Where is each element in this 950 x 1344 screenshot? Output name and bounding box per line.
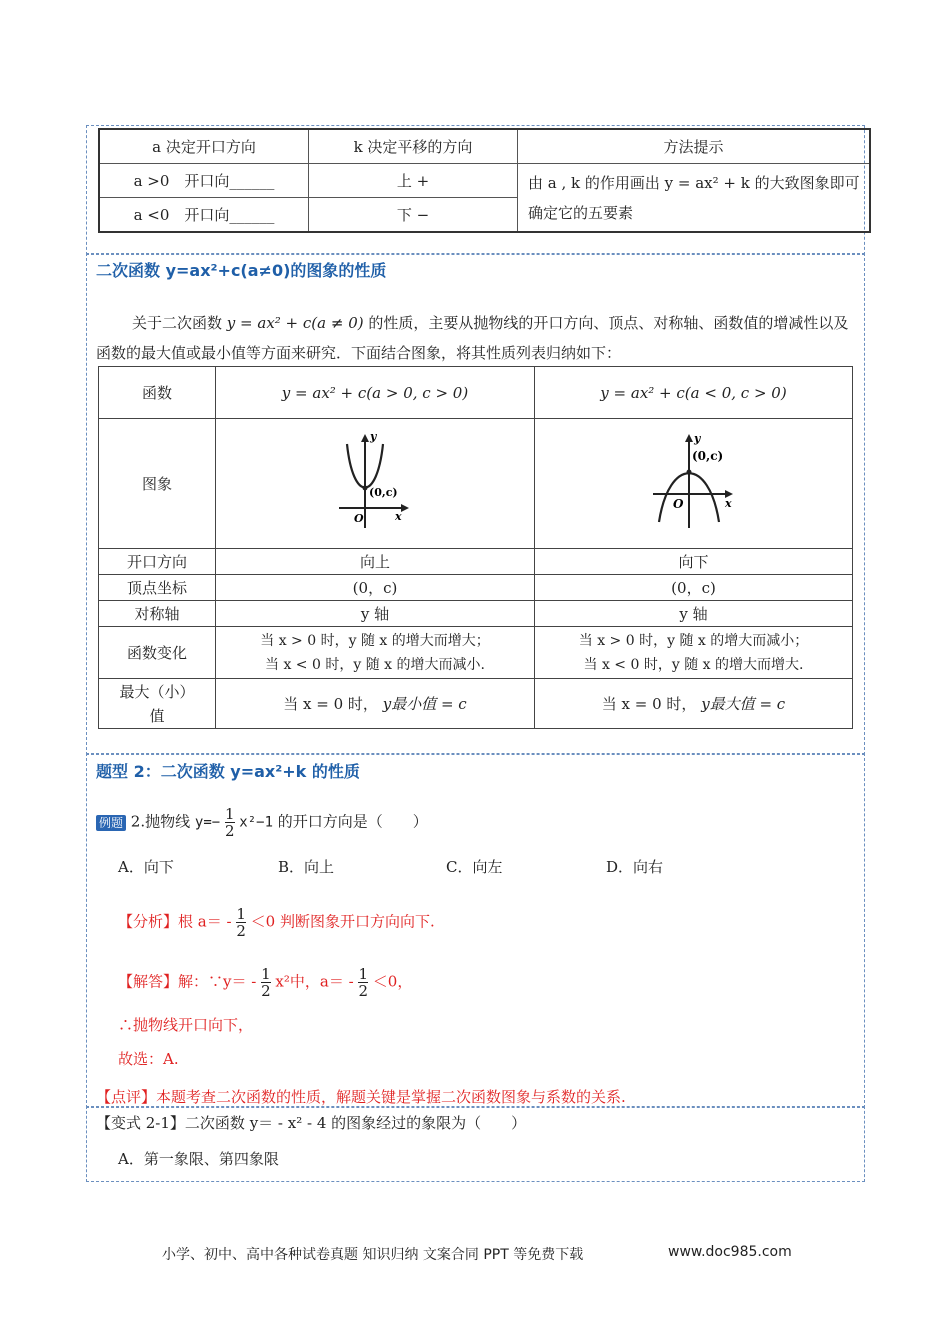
origin-label: O [354,511,364,525]
x-label: x [395,509,402,523]
example-question [96,806,428,839]
row-label-graph: 图象 [99,419,216,549]
analysis [118,906,435,939]
vertex-label: (0,c) [691,448,723,463]
method-tip: 由 a , k 的作用画出 y = ax² + k 的大致图象即可确定它的五要素 [518,164,871,233]
option-b[interactable]: B．向上 [278,858,335,876]
y-label: y [370,431,377,443]
opening-down: 向下 [535,549,853,575]
change-down-line2: 当 x < 0 时，y 随 x 的增大而增大. [583,656,804,673]
analysis-fraction [236,906,246,939]
axis-down: y 轴 [535,601,853,627]
answer-fraction-2 [358,966,368,999]
change-down [535,627,853,679]
vertex-point [686,469,691,474]
analysis-suffix: ＜0 判断图象开口方向向下. [250,912,435,931]
vertex-point [363,485,368,490]
y-label: y [693,431,700,445]
analysis-prefix: 【分析】根 a＝ - [118,912,232,931]
origin-label: O [672,496,683,511]
intro-prefix: 关于二次函数 [132,314,223,332]
section1-title: 二次函数 y=ax²+c(a≠0)的图象的性质 [96,261,387,280]
row-label-axis: 对称轴 [99,601,216,627]
opening-up: 向上 [216,549,535,575]
extreme-up [216,679,535,729]
variant-option-a[interactable]: A．第一象限、第四象限 [118,1150,279,1168]
extreme-down [535,679,853,729]
question-numerator: 1 [224,805,235,823]
graph-upward-cell [216,419,535,549]
cond-a-positive: a >0 开口向______ [99,164,309,198]
comment: 【点评】本题考查二次函数的性质，解题关键是掌握二次函数图象与系数的关系. [96,1088,626,1106]
example-badge: 例题 [96,815,126,831]
answer-suffix: ＜0， [372,972,413,991]
extreme-down-cond: 当 x = 0 时， [601,695,697,713]
header-k: k 决定平移的方向 [309,129,518,164]
extreme-label-line2: 值 [149,706,165,725]
question-suffix: 的开口方向是（ ） [277,812,428,831]
variant-question: 【变式 2-1】二次函数 y＝ - x² - 4 的图象经过的象限为（ ） [96,1114,527,1132]
vertex-up: (0，c) [216,575,535,601]
col-header-function: 函数 [99,367,216,419]
header-tip: 方法提示 [518,129,871,164]
change-down-line1: 当 x > 0 时，y 随 x 的增大而减小； [578,632,809,649]
parabola-down-graph [649,432,739,532]
section1-intro [96,308,858,368]
question-formula-left: y=− [194,814,221,831]
parabola-up-graph [335,432,415,532]
section2-title: 题型 2：二次函数 y=ax²+k 的性质 [96,762,360,781]
conclusion: ∴抛物线开口向下， [118,1016,254,1034]
shift-up: 上 + [309,164,518,198]
answer [118,966,412,999]
change-up [216,627,535,679]
intro-suffix: 的性质，主要从抛物线的开口方向、顶点、对称轴、函数值的增减性以及函数的最大值或最小值等方面来研究．下面结合图象，将其性质列表归纳如下： [96,314,849,362]
option-c[interactable]: C．向左 [446,858,503,876]
change-up-line1: 当 x > 0 时，y 随 x 的增大而增大； [260,632,490,649]
answer-denominator-1: 2 [261,982,271,1000]
question-denominator: 2 [224,822,235,840]
row-label-opening: 开口方向 [99,549,216,575]
answer-fraction-1 [261,966,271,999]
row-label-change: 函数变化 [99,627,216,679]
properties-table [98,366,853,729]
analysis-numerator: 1 [236,905,246,923]
change-up-line2: 当 x < 0 时，y 随 x 的增大而减小. [265,656,485,673]
extreme-down-value: y最大值 = c [701,695,786,713]
x-axis-arrow [401,504,409,512]
row-label-extreme [99,679,216,729]
answer-denominator-2: 2 [358,982,369,1000]
footer-url[interactable]: www.doc985.com [668,1244,792,1260]
x-label: x [724,496,732,510]
option-d[interactable]: D．向右 [606,858,664,876]
question-prefix: 2.抛物线 [130,812,191,831]
row-label-vertex: 顶点坐标 [99,575,216,601]
vertex-label: (0,c) [369,485,398,499]
answer-mid: x²中，a＝ - [275,972,354,991]
question-fraction [225,806,235,839]
extreme-label-line1: 最大（小） [119,682,195,701]
col-header-a-negative: y = ax² + c(a < 0, c > 0) [535,367,853,419]
question-formula-right: x²−1 [239,814,274,831]
shift-down: 下 − [309,198,518,233]
axis-up: y 轴 [216,601,535,627]
graph-downward-cell [535,419,853,549]
footer-text: 小学、初中、高中各种试卷真题 知识归纳 文案合同 PPT 等免费下载 [162,1247,584,1263]
extreme-up-cond: 当 x = 0 时， [283,695,378,713]
option-a[interactable]: A．向下 [118,858,174,876]
choice: 故选：A. [118,1050,179,1068]
analysis-denominator: 2 [236,922,246,940]
answer-prefix: 【解答】解：∵y＝ - [118,972,257,991]
col-header-a-positive: y = ax² + c(a > 0, c > 0) [216,367,535,419]
y-axis-arrow [685,434,693,442]
cond-a-negative: a <0 开口向______ [99,198,309,233]
header-a: a 决定开口方向 [99,129,309,164]
method-table [98,128,871,233]
extreme-up-value: y最小值 = c [382,695,467,713]
vertex-down: (0，c) [535,575,853,601]
answer-numerator-2: 1 [358,965,369,983]
y-axis-arrow [361,434,369,442]
answer-numerator-1: 1 [261,965,271,983]
intro-formula: y = ax² + c(a ≠ 0) [226,314,364,332]
